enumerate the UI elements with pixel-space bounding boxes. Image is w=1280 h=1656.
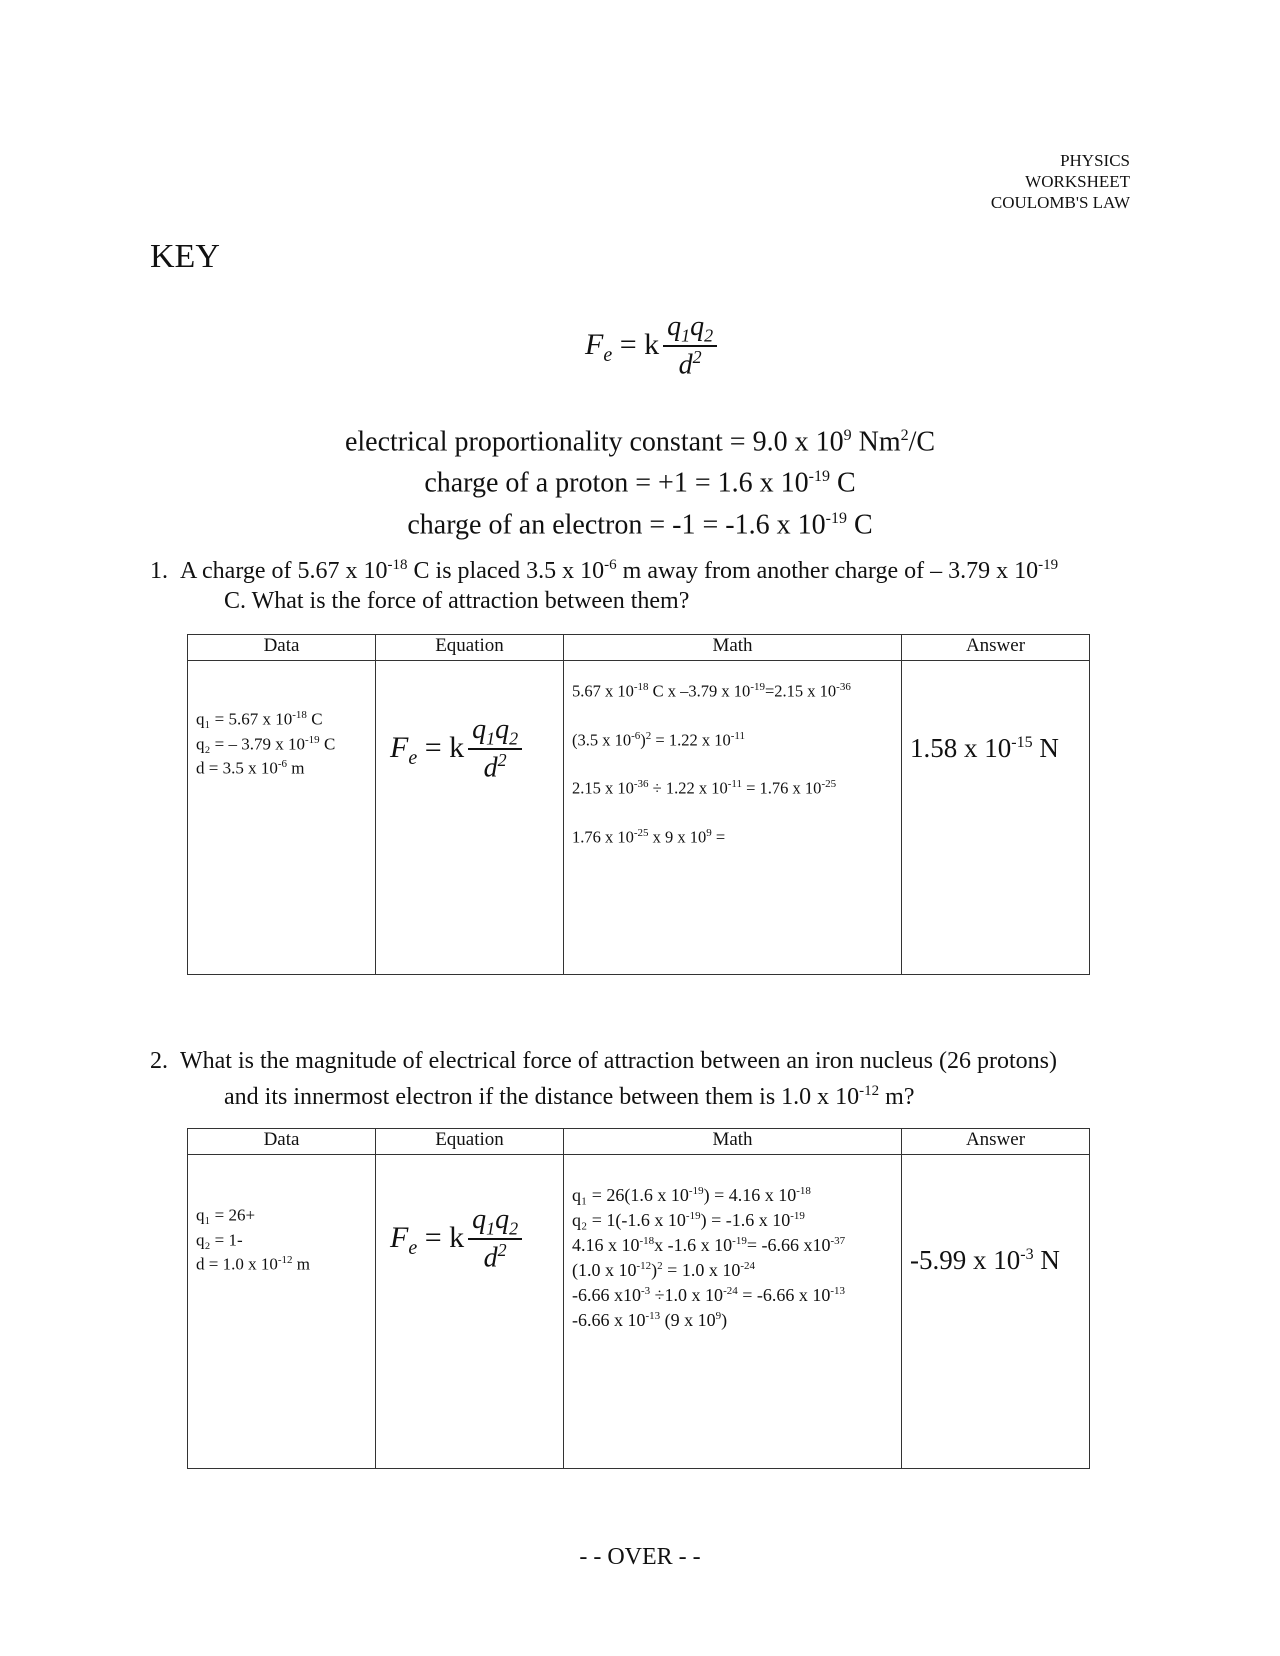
footer-over: - - OVER - - <box>579 1544 701 1570</box>
constant-k: electrical proportionality constant = 9.0 x $10^9$ Nm$^2$/C <box>344 426 936 458</box>
constant-proton: charge of a proton = +1 = 1.6 x $10^{-19}$ C <box>424 467 856 499</box>
header-subject: PHYSICS <box>1060 151 1130 170</box>
math-cell <box>564 1155 902 1469</box>
answer-value: -5.99 x $10^{-3}$ N <box>910 1245 1060 1275</box>
key-label: KEY <box>150 238 220 275</box>
col-header-answer: Answer <box>902 635 1090 661</box>
formula-fraction <box>663 312 717 382</box>
col-header-data: Data <box>188 635 376 661</box>
data-line: q₂ = – 3.79 x $10^{-19}$ C <box>196 733 336 754</box>
math-line: -6.66 x $10^{-13}$ (9 x $10^9$) <box>572 1310 728 1330</box>
question-1 <box>150 550 1150 616</box>
formula-denominator: $d^2$ <box>678 347 702 381</box>
col-header-equation: Equation <box>376 1129 564 1155</box>
col-header-equation: Equation <box>376 635 564 661</box>
col-header-math: Math <box>564 1129 902 1155</box>
constants-block <box>0 418 1280 542</box>
math-line: 1.76 x $10^{-25}$ x 9 x $10^9$ = <box>572 826 726 846</box>
math-line: -6.66 $x10^{-3} \div 1.0$ x $10^{-24} = -6.66$ x $10^{-13}$ <box>572 1285 846 1305</box>
col-header-data: Data <box>188 1129 376 1155</box>
math-line: q₁ = 26(1.6 x $10^{-19}) = 4.16$ x $10^{-18}$ <box>572 1185 811 1205</box>
data-line: d = 3.5 x $10^{-6}$ m <box>196 758 305 778</box>
math-line: (3.5 x $10^{-6})^2 = 1.22$ x $10^{-11}$ <box>572 729 745 749</box>
equation-cell: $F_e = k$ $\frac{q_1q_2}{d^2}$ <box>376 1155 564 1469</box>
data-line: q₁ = 5.67 x $10^{-18}$ C <box>196 709 323 729</box>
question-2 <box>150 1046 1150 1112</box>
worksheet-header <box>991 150 1130 213</box>
answer-table-2 <box>187 1128 1090 1469</box>
header-type: WORKSHEET <box>1025 172 1130 191</box>
equation-cell: $F_e = k$ $\frac{q_1q_2}{d^2}$ <box>376 661 564 975</box>
answer-table-1 <box>187 634 1090 975</box>
formula-numerator: $q_1q_2$ <box>663 312 717 347</box>
math-cell <box>564 661 902 975</box>
math-line: q₂ = 1(-1.6 x $10^{-19}) = -1.6$ x $10^{-19}$ <box>572 1210 805 1230</box>
answer-value: 1.58 x $10^{-15}$ N <box>910 733 1059 763</box>
question-1-line1: 1. A charge of 5.67 x $10^{-18}$ C is placed 3.5 x $10^{-6}$ m away from another charge of – 3.79 x $10^{-19}$ <box>150 557 1059 584</box>
data-line: q₁ = 26+ <box>196 1205 256 1225</box>
data-line: q₂ = 1- <box>196 1230 243 1250</box>
question-1-line2: C. What is the force of attraction between them? <box>224 588 690 614</box>
answer-cell <box>902 661 1090 975</box>
question-2-line1: 2. What is the magnitude of electrical force of attraction between an iron nucleus (26 protons) <box>150 1048 1057 1074</box>
coulomb-formula <box>585 312 717 382</box>
math-line: 2.15 x $10^{-36} \div 1.22$ x $10^{-11} = 1.76$ x $10^{-25}$ <box>572 778 837 798</box>
answer-cell <box>902 1155 1090 1469</box>
data-line: d = 1.0 x $10^{-12}$ m <box>196 1254 310 1274</box>
formula-lhs: $F_e = k$ <box>585 327 660 366</box>
math-line: 5.67 x $10^{-18}$ C x –3.79 x $10^{-19}=2.15$ x $10^{-36}$ <box>572 681 851 701</box>
math-line: (1.0 x $10^{-12})^2 = 1.0$ x $10^{-24}$ <box>572 1260 755 1280</box>
constant-electron: charge of an electron = -1 = -1.6 x $10^{-19}$ C <box>407 508 873 540</box>
col-header-answer: Answer <box>902 1129 1090 1155</box>
data-cell <box>188 1155 376 1469</box>
math-line: 4.16 x $10^{-18}x$ -1.6 x $10^{-19}= -6.66$ $x10^{-37}$ <box>572 1235 846 1255</box>
question-2-line2: and its innermost electron if the distance between them is 1.0 x $10^{-12}$ m? <box>224 1083 915 1110</box>
data-cell <box>188 661 376 975</box>
col-header-math: Math <box>564 635 902 661</box>
header-topic: COULOMB'S LAW <box>990 193 1130 212</box>
